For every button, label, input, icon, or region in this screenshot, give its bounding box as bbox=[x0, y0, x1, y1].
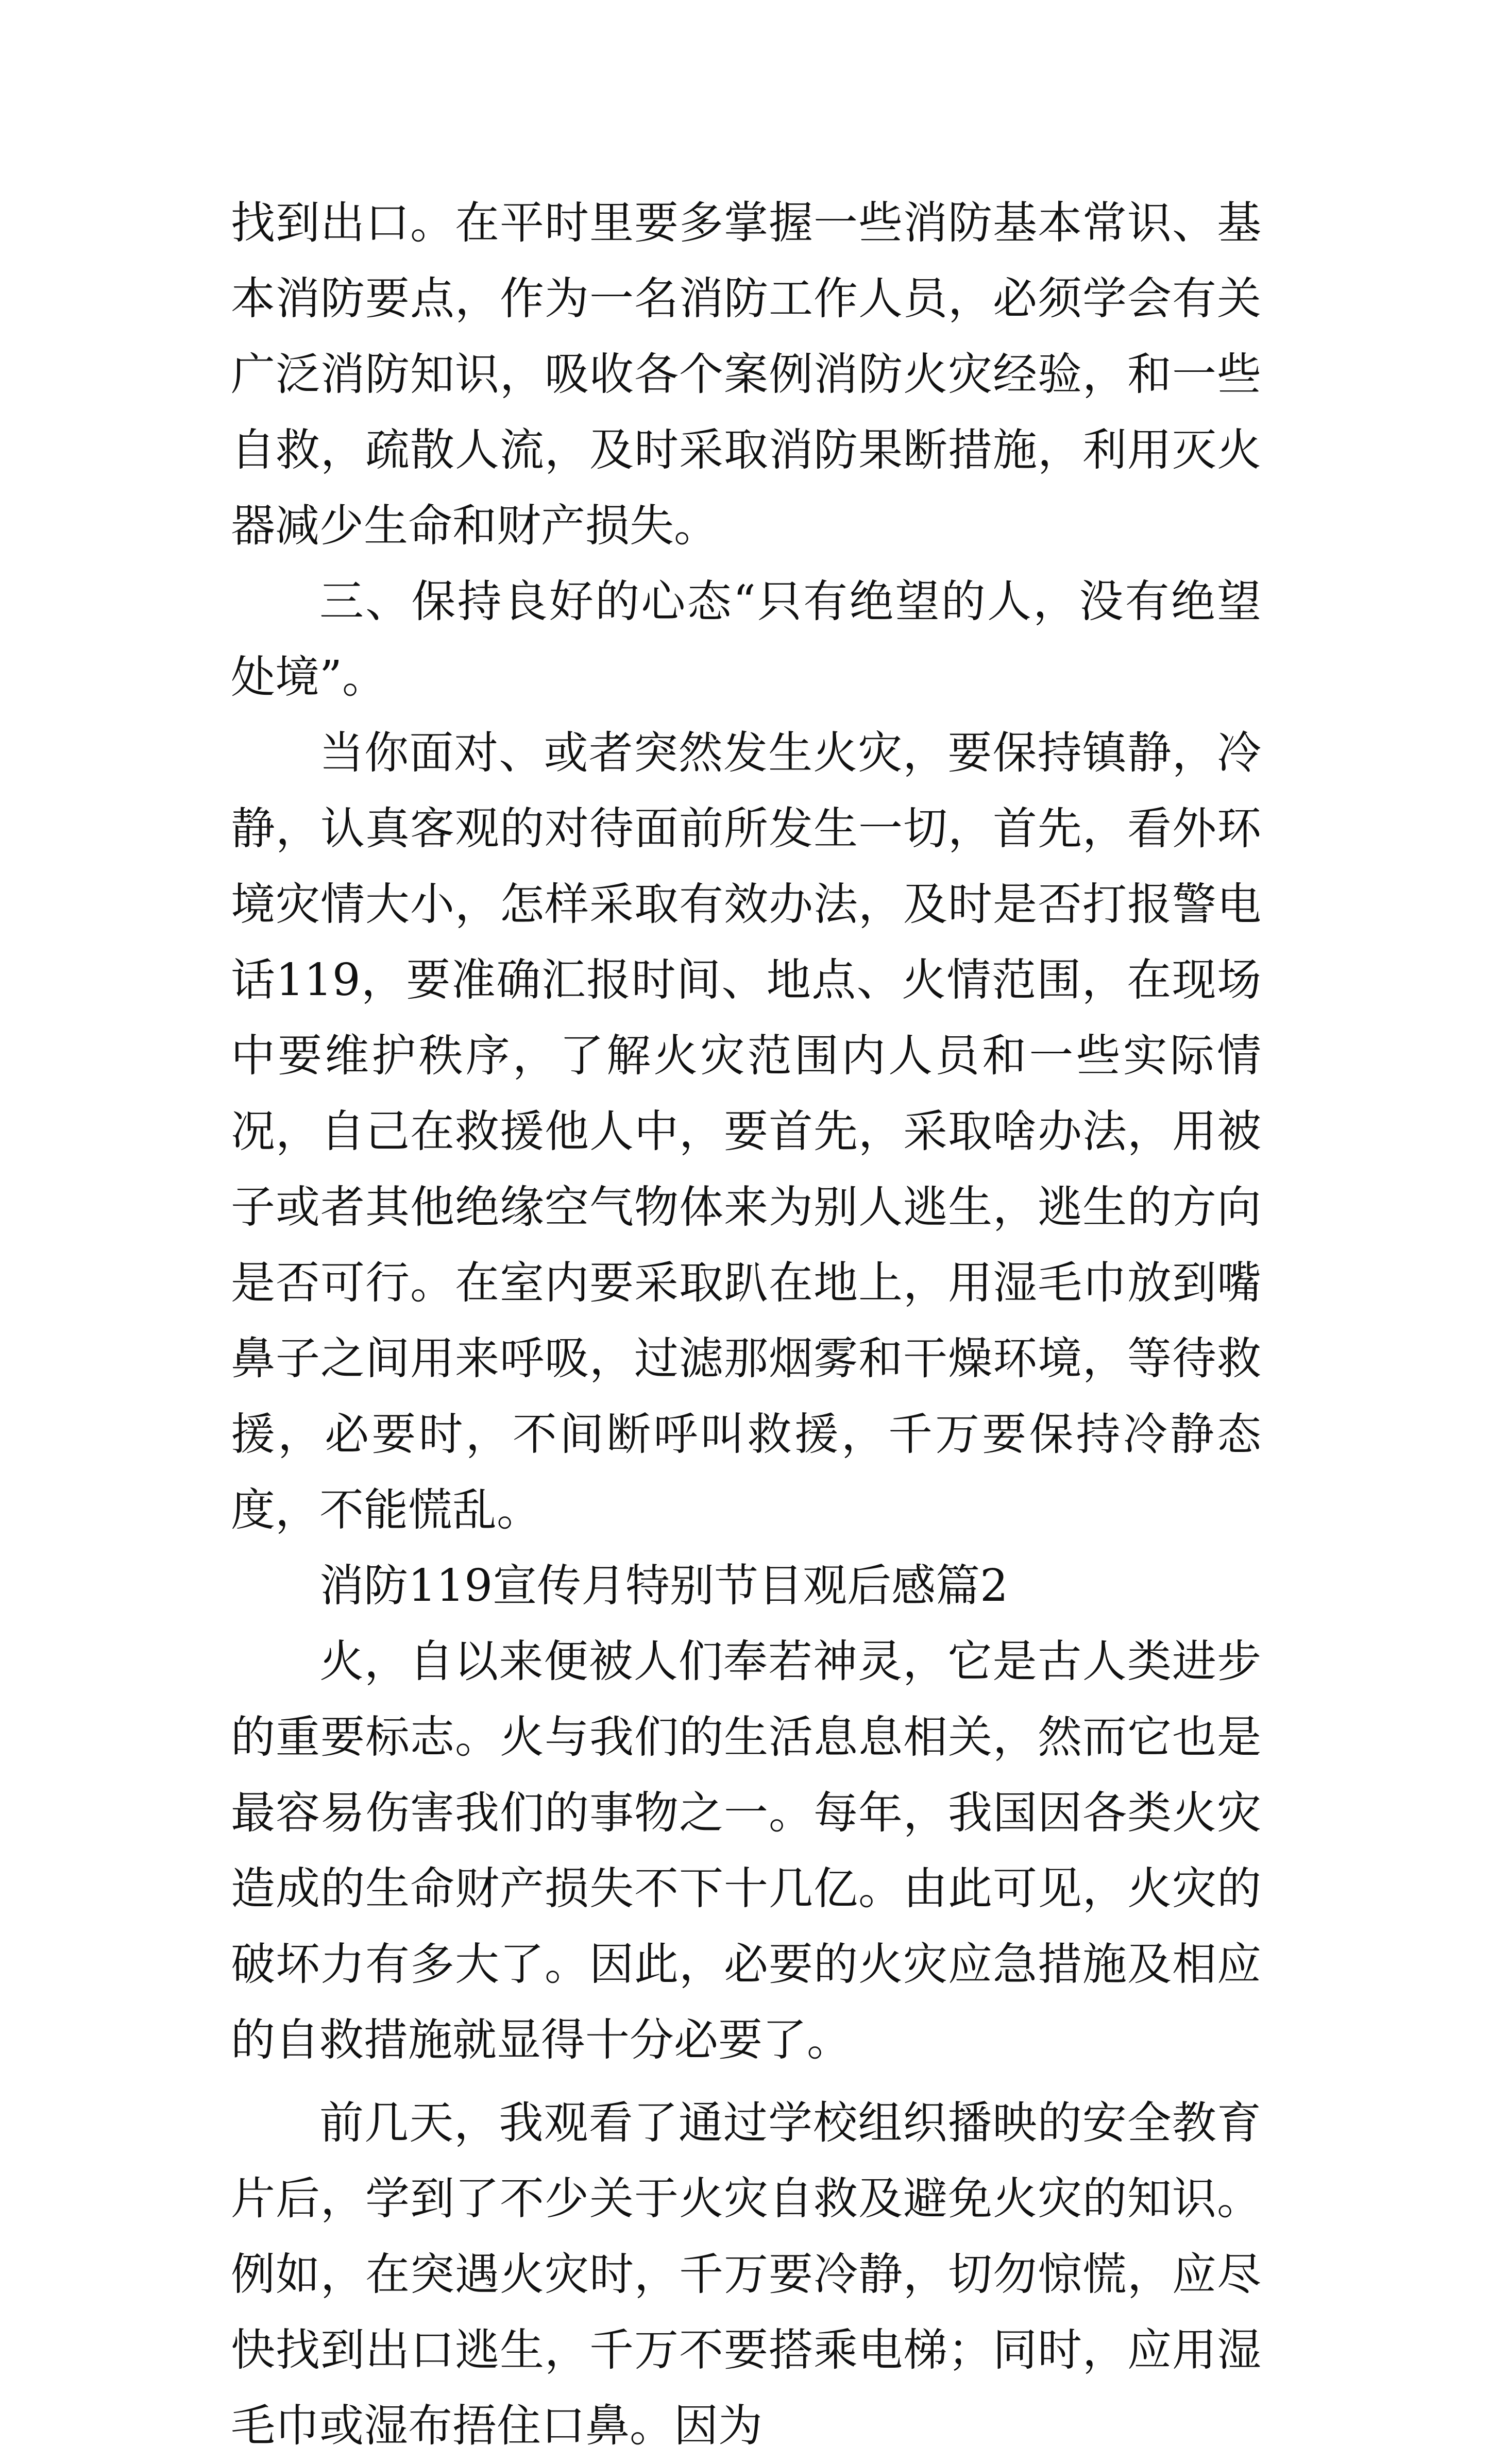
section-heading: 三、保持良好的心态“只有绝望的人，没有绝望处境”。 bbox=[231, 576, 1261, 703]
article-title: 消防119宣传月特别节目观后感篇2 bbox=[319, 1560, 1008, 1612]
document-body bbox=[231, 185, 1261, 2464]
paragraph: 当你面对、或者突然发生火灾，要保持镇静，冷静，认真客观的对待面前所发生一切，首先，看外环境灾情大小，怎样采取有效办法，及时是否打报警电话119，要准确汇报时间、地点、火情范围，在现场中要维护秩序，了解火灾范围内人员和一些实际情况，自己在救援他人中，要首先，采取啥办法，用被子或者其他绝缘空气物体来为别人逃生，逃生的方向是否可行。在室内要采取趴在地上，用湿毛巾放到嘴鼻子之间用来呼吸，过滤那烟雾和干燥环境，等待救援，必要时，不间断呼叫救援，千万要保持冷静态度，不能慌乱。 bbox=[231, 727, 1261, 1536]
paragraph: 火，自以来便被人们奉若神灵，它是古人类进步的重要标志。火与我们的生活息息相关，然而它也是最容易伤害我们的事物之一。每年，我国因各类火灾造成的生命财产损失不下十几亿。由此可见，火灾的破坏力有多大了。因此，必要的火灾应急措施及相应的自救措施就显得十分必要了。 bbox=[231, 1636, 1261, 2066]
paragraph-continued: 找到出口。在平时里要多掌握一些消防基本常识、基本消防要点，作为一名消防工作人员，必须学会有关广泛消防知识，吸收各个案例消防火灾经验，和一些自救，疏散人流，及时采取消防果断措施，利用灭火器减少生命和财产损失。 bbox=[231, 197, 1261, 552]
paragraph: 前几天，我观看了通过学校组织播映的安全教育片后，学到了不少关于火灾自救及避免火灾的知识。例如，在突遇火灾时，千万要冷静，切勿惊慌，应尽快找到出口逃生，千万不要搭乘电梯；同时，应用湿毛巾或湿布捂住口鼻。因为 bbox=[231, 2097, 1261, 2452]
